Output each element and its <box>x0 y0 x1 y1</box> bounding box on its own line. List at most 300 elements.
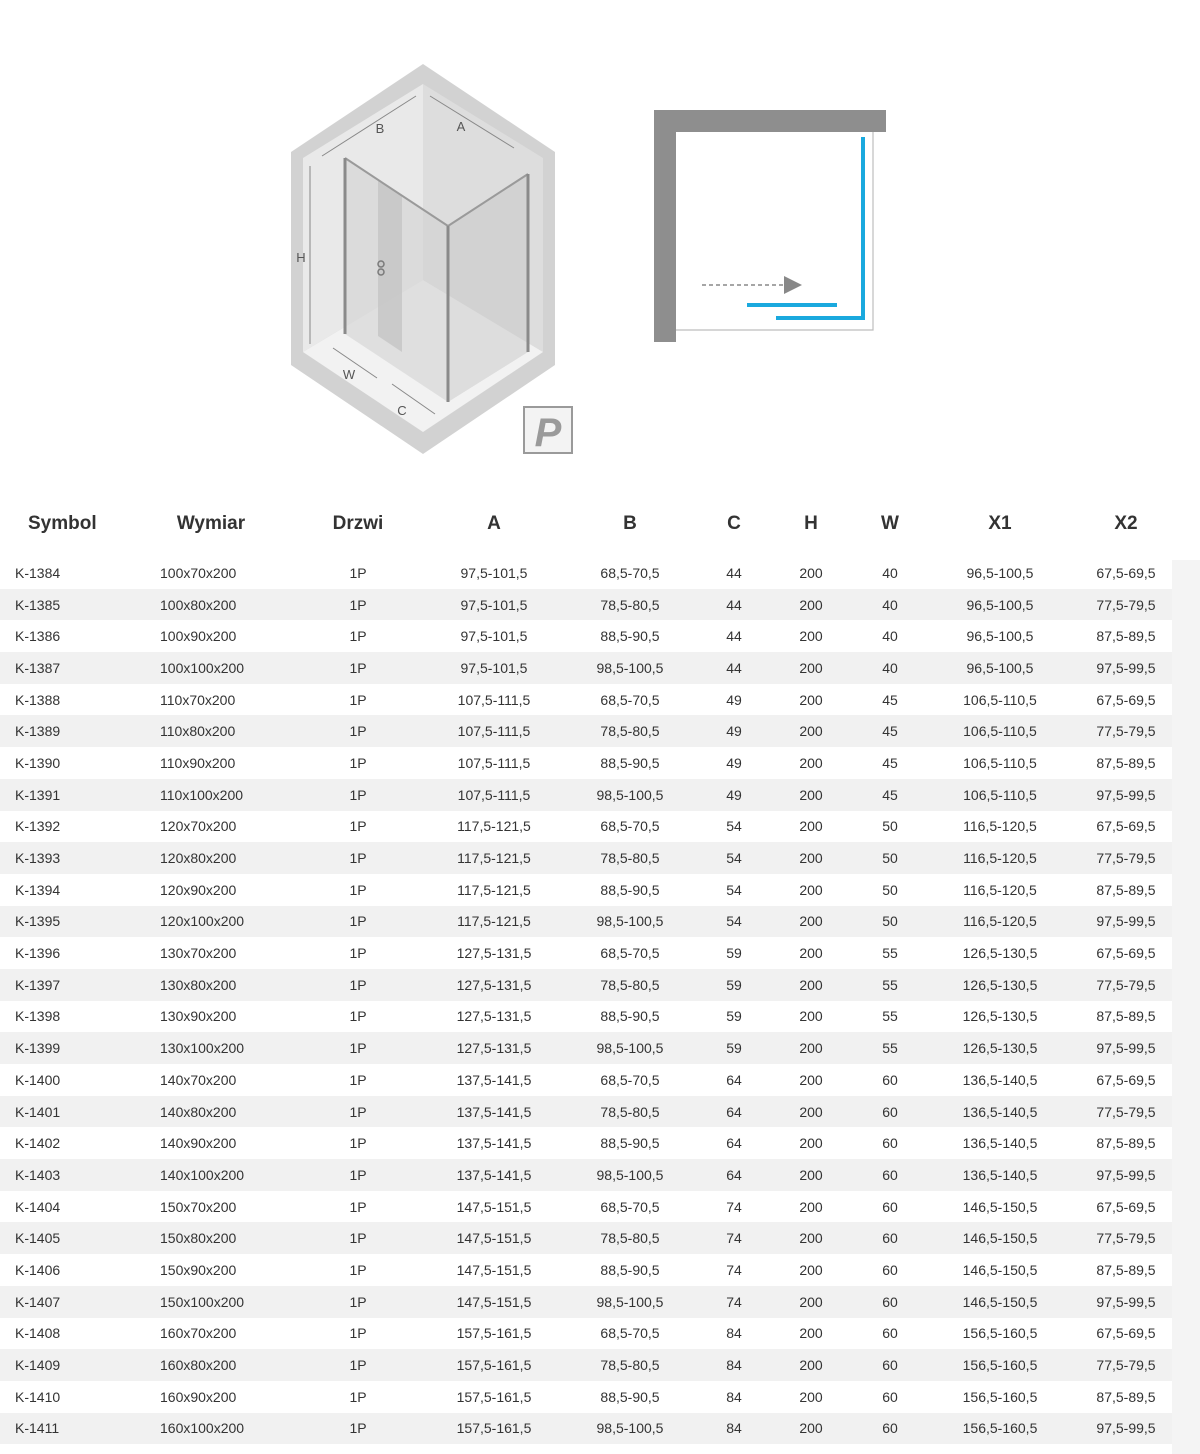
cell-x2: 77,5-79,5 <box>1080 969 1172 1001</box>
cell-h: 200 <box>762 1286 860 1318</box>
table-row <box>0 1191 1172 1223</box>
cell-c: 84 <box>706 1349 762 1381</box>
cell-symbol: K-1401 <box>0 1096 140 1128</box>
cell-a: 117,5-121,5 <box>434 842 554 874</box>
cell-b: 88,5-90,5 <box>554 620 706 652</box>
cell-h: 200 <box>762 1001 860 1033</box>
plan-view-drawing <box>654 110 886 342</box>
cell-b: 68,5-70,5 <box>554 557 706 589</box>
cell-drzwi: 1P <box>282 1001 434 1033</box>
table-row <box>0 1349 1172 1381</box>
cell-symbol: K-1384 <box>0 557 140 589</box>
cell-drzwi: 1P <box>282 1349 434 1381</box>
cell-drzwi: 1P <box>282 1254 434 1286</box>
cell-a: 107,5-111,5 <box>434 684 554 716</box>
cell-x1: 126,5-130,5 <box>920 969 1080 1001</box>
cell-x2: 67,5-69,5 <box>1080 937 1172 969</box>
cell-symbol: K-1410 <box>0 1381 140 1413</box>
cell-c: 84 <box>706 1318 762 1350</box>
cell-w: 40 <box>860 652 920 684</box>
cell-drzwi: 1P <box>282 1286 434 1318</box>
cell-x2: 97,5-99,5 <box>1080 1286 1172 1318</box>
cell-b: 78,5-80,5 <box>554 1349 706 1381</box>
cell-wymiar: 100x70x200 <box>140 557 282 589</box>
cell-x2: 77,5-79,5 <box>1080 842 1172 874</box>
cell-symbol: K-1390 <box>0 747 140 779</box>
cell-w: 40 <box>860 620 920 652</box>
cell-x1: 156,5-160,5 <box>920 1318 1080 1350</box>
cell-wymiar: 130x90x200 <box>140 1001 282 1033</box>
table-row <box>0 620 1172 652</box>
cell-h: 200 <box>762 937 860 969</box>
cell-wymiar: 140x70x200 <box>140 1064 282 1096</box>
cell-h: 200 <box>762 620 860 652</box>
cell-symbol: K-1399 <box>0 1032 140 1064</box>
table-row <box>0 557 1172 589</box>
cell-a: 157,5-161,5 <box>434 1318 554 1350</box>
plan-wall-left <box>654 110 676 342</box>
column-header-symbol: Symbol <box>28 513 97 534</box>
cell-c: 49 <box>706 684 762 716</box>
cell-x2: 67,5-69,5 <box>1080 557 1172 589</box>
cell-a: 147,5-151,5 <box>434 1222 554 1254</box>
cell-x2: 87,5-89,5 <box>1080 874 1172 906</box>
cell-x2: 77,5-79,5 <box>1080 1096 1172 1128</box>
cell-w: 55 <box>860 937 920 969</box>
cell-x2: 77,5-79,5 <box>1080 589 1172 621</box>
cell-w: 60 <box>860 1286 920 1318</box>
table-header-row <box>0 505 1172 543</box>
cell-w: 60 <box>860 1191 920 1223</box>
cell-x1: 106,5-110,5 <box>920 684 1080 716</box>
cell-b: 78,5-80,5 <box>554 715 706 747</box>
cell-b: 88,5-90,5 <box>554 747 706 779</box>
cell-a: 97,5-101,5 <box>434 557 554 589</box>
diagram-area <box>0 0 1200 480</box>
cell-x2: 97,5-99,5 <box>1080 1413 1172 1445</box>
cell-symbol: K-1397 <box>0 969 140 1001</box>
cell-x2: 97,5-99,5 <box>1080 1032 1172 1064</box>
cell-h: 200 <box>762 874 860 906</box>
cell-a: 127,5-131,5 <box>434 969 554 1001</box>
cell-symbol: K-1385 <box>0 589 140 621</box>
cell-w: 60 <box>860 1413 920 1445</box>
cell-c: 54 <box>706 906 762 938</box>
column-header-h: H <box>804 513 818 534</box>
table-row <box>0 906 1172 938</box>
cell-wymiar: 160x100x200 <box>140 1413 282 1445</box>
cell-w: 60 <box>860 1254 920 1286</box>
table-row <box>0 1096 1172 1128</box>
table-body <box>0 543 1172 1444</box>
table-row <box>0 1159 1172 1191</box>
cell-wymiar: 160x70x200 <box>140 1318 282 1350</box>
cell-drzwi: 1P <box>282 1318 434 1350</box>
cell-h: 200 <box>762 842 860 874</box>
cell-x2: 97,5-99,5 <box>1080 906 1172 938</box>
cell-b: 68,5-70,5 <box>554 937 706 969</box>
cell-x1: 156,5-160,5 <box>920 1349 1080 1381</box>
cell-b: 98,5-100,5 <box>554 1286 706 1318</box>
cell-b: 98,5-100,5 <box>554 1413 706 1445</box>
dimension-label-w: W <box>342 367 356 382</box>
cell-wymiar: 140x80x200 <box>140 1096 282 1128</box>
cell-x1: 146,5-150,5 <box>920 1222 1080 1254</box>
cell-symbol: K-1386 <box>0 620 140 652</box>
right-edge-strip <box>1172 560 1200 1454</box>
cell-symbol: K-1409 <box>0 1349 140 1381</box>
cell-c: 74 <box>706 1222 762 1254</box>
cell-x2: 67,5-69,5 <box>1080 1318 1172 1350</box>
cell-w: 60 <box>860 1127 920 1159</box>
column-header-w: W <box>881 513 899 534</box>
cell-drzwi: 1P <box>282 1222 434 1254</box>
cell-wymiar: 100x100x200 <box>140 652 282 684</box>
cell-c: 74 <box>706 1286 762 1318</box>
isometric-enclosure-drawing <box>291 64 555 454</box>
cell-h: 200 <box>762 1413 860 1445</box>
cell-c: 59 <box>706 937 762 969</box>
cell-symbol: K-1400 <box>0 1064 140 1096</box>
cell-b: 78,5-80,5 <box>554 1222 706 1254</box>
cell-x2: 87,5-89,5 <box>1080 1127 1172 1159</box>
cell-w: 60 <box>860 1318 920 1350</box>
cell-b: 78,5-80,5 <box>554 969 706 1001</box>
cell-x2: 97,5-99,5 <box>1080 779 1172 811</box>
cell-c: 59 <box>706 969 762 1001</box>
cell-symbol: K-1403 <box>0 1159 140 1191</box>
cell-x1: 126,5-130,5 <box>920 1001 1080 1033</box>
cell-x2: 87,5-89,5 <box>1080 1254 1172 1286</box>
cell-wymiar: 110x80x200 <box>140 715 282 747</box>
cell-x2: 87,5-89,5 <box>1080 620 1172 652</box>
cell-h: 200 <box>762 1096 860 1128</box>
plan-slide-arrow-icon <box>784 276 802 294</box>
cell-wymiar: 110x100x200 <box>140 779 282 811</box>
cell-w: 55 <box>860 1032 920 1064</box>
cell-w: 50 <box>860 842 920 874</box>
cell-drzwi: 1P <box>282 1127 434 1159</box>
cell-drzwi: 1P <box>282 874 434 906</box>
cell-drzwi: 1P <box>282 1096 434 1128</box>
cell-w: 60 <box>860 1096 920 1128</box>
cell-a: 147,5-151,5 <box>434 1191 554 1223</box>
cell-drzwi: 1P <box>282 620 434 652</box>
cell-a: 157,5-161,5 <box>434 1413 554 1445</box>
cell-c: 64 <box>706 1159 762 1191</box>
cell-a: 157,5-161,5 <box>434 1349 554 1381</box>
cell-b: 78,5-80,5 <box>554 842 706 874</box>
table-row <box>0 779 1172 811</box>
cell-b: 68,5-70,5 <box>554 811 706 843</box>
cell-a: 117,5-121,5 <box>434 811 554 843</box>
dimension-label-c: C <box>397 403 407 418</box>
cell-h: 200 <box>762 1191 860 1223</box>
cell-x2: 97,5-99,5 <box>1080 1159 1172 1191</box>
cell-x1: 126,5-130,5 <box>920 937 1080 969</box>
cell-b: 88,5-90,5 <box>554 1127 706 1159</box>
cell-symbol: K-1407 <box>0 1286 140 1318</box>
cell-x1: 116,5-120,5 <box>920 906 1080 938</box>
cell-drzwi: 1P <box>282 842 434 874</box>
cell-wymiar: 130x100x200 <box>140 1032 282 1064</box>
cell-drzwi: 1P <box>282 937 434 969</box>
cell-c: 59 <box>706 1032 762 1064</box>
cell-symbol: K-1387 <box>0 652 140 684</box>
cell-a: 117,5-121,5 <box>434 906 554 938</box>
cell-symbol: K-1395 <box>0 906 140 938</box>
cell-wymiar: 110x70x200 <box>140 684 282 716</box>
cell-x1: 116,5-120,5 <box>920 842 1080 874</box>
cell-c: 54 <box>706 842 762 874</box>
cell-symbol: K-1392 <box>0 811 140 843</box>
column-header-a: A <box>487 513 501 534</box>
cell-wymiar: 150x90x200 <box>140 1254 282 1286</box>
cell-a: 127,5-131,5 <box>434 937 554 969</box>
cell-x2: 67,5-69,5 <box>1080 684 1172 716</box>
cell-x1: 126,5-130,5 <box>920 1032 1080 1064</box>
cell-wymiar: 130x70x200 <box>140 937 282 969</box>
cell-drzwi: 1P <box>282 684 434 716</box>
table-row <box>0 937 1172 969</box>
cell-h: 200 <box>762 811 860 843</box>
column-header-b: B <box>623 513 637 534</box>
cell-b: 68,5-70,5 <box>554 684 706 716</box>
cell-x1: 136,5-140,5 <box>920 1096 1080 1128</box>
cell-drzwi: 1P <box>282 1381 434 1413</box>
cell-x2: 67,5-69,5 <box>1080 811 1172 843</box>
plan-tray-outline <box>676 132 873 330</box>
cell-a: 137,5-141,5 <box>434 1096 554 1128</box>
cell-w: 45 <box>860 779 920 811</box>
cell-h: 200 <box>762 1318 860 1350</box>
cell-x1: 116,5-120,5 <box>920 874 1080 906</box>
cell-w: 40 <box>860 557 920 589</box>
cell-a: 147,5-151,5 <box>434 1254 554 1286</box>
cell-x1: 106,5-110,5 <box>920 715 1080 747</box>
cell-c: 84 <box>706 1413 762 1445</box>
cell-a: 97,5-101,5 <box>434 589 554 621</box>
cell-c: 49 <box>706 715 762 747</box>
table-row <box>0 589 1172 621</box>
cell-c: 54 <box>706 874 762 906</box>
cell-wymiar: 120x70x200 <box>140 811 282 843</box>
cell-c: 54 <box>706 811 762 843</box>
cell-drzwi: 1P <box>282 557 434 589</box>
dimension-label-a: A <box>456 119 466 134</box>
cell-w: 55 <box>860 1001 920 1033</box>
cell-h: 200 <box>762 906 860 938</box>
cell-a: 117,5-121,5 <box>434 874 554 906</box>
cell-h: 200 <box>762 684 860 716</box>
cell-wymiar: 100x90x200 <box>140 620 282 652</box>
cell-drzwi: 1P <box>282 1064 434 1096</box>
cell-w: 45 <box>860 684 920 716</box>
cell-symbol: K-1398 <box>0 1001 140 1033</box>
cell-h: 200 <box>762 1254 860 1286</box>
cell-c: 49 <box>706 747 762 779</box>
cell-a: 107,5-111,5 <box>434 747 554 779</box>
table-row <box>0 1381 1172 1413</box>
cell-w: 45 <box>860 747 920 779</box>
cell-a: 107,5-111,5 <box>434 779 554 811</box>
table-row <box>0 969 1172 1001</box>
cell-h: 200 <box>762 1222 860 1254</box>
cell-a: 97,5-101,5 <box>434 652 554 684</box>
cell-drzwi: 1P <box>282 1191 434 1223</box>
table-row <box>0 1222 1172 1254</box>
cell-symbol: K-1396 <box>0 937 140 969</box>
cell-x2: 67,5-69,5 <box>1080 1064 1172 1096</box>
cell-x1: 146,5-150,5 <box>920 1191 1080 1223</box>
cell-w: 60 <box>860 1064 920 1096</box>
cell-a: 137,5-141,5 <box>434 1159 554 1191</box>
cell-b: 88,5-90,5 <box>554 1254 706 1286</box>
column-header-c: C <box>727 513 741 534</box>
cell-w: 50 <box>860 906 920 938</box>
cell-x1: 106,5-110,5 <box>920 779 1080 811</box>
table-row <box>0 811 1172 843</box>
table-row <box>0 1413 1172 1445</box>
table-row <box>0 1286 1172 1318</box>
dimension-label-b: B <box>375 121 385 136</box>
cell-symbol: K-1404 <box>0 1191 140 1223</box>
cell-h: 200 <box>762 1381 860 1413</box>
cell-w: 40 <box>860 589 920 621</box>
table-row <box>0 874 1172 906</box>
cell-wymiar: 150x100x200 <box>140 1286 282 1318</box>
cell-wymiar: 140x100x200 <box>140 1159 282 1191</box>
cell-drzwi: 1P <box>282 1032 434 1064</box>
cell-b: 98,5-100,5 <box>554 652 706 684</box>
cell-c: 74 <box>706 1254 762 1286</box>
cell-symbol: K-1391 <box>0 779 140 811</box>
cell-x1: 156,5-160,5 <box>920 1381 1080 1413</box>
cell-b: 68,5-70,5 <box>554 1318 706 1350</box>
cell-a: 137,5-141,5 <box>434 1127 554 1159</box>
cell-h: 200 <box>762 652 860 684</box>
cell-c: 64 <box>706 1127 762 1159</box>
cell-drzwi: 1P <box>282 747 434 779</box>
cell-wymiar: 130x80x200 <box>140 969 282 1001</box>
cell-w: 60 <box>860 1222 920 1254</box>
cell-x1: 146,5-150,5 <box>920 1254 1080 1286</box>
cell-b: 78,5-80,5 <box>554 1096 706 1128</box>
table-row <box>0 1001 1172 1033</box>
table-row <box>0 1032 1172 1064</box>
cell-w: 45 <box>860 715 920 747</box>
cell-b: 98,5-100,5 <box>554 1159 706 1191</box>
cell-b: 78,5-80,5 <box>554 589 706 621</box>
cell-c: 44 <box>706 652 762 684</box>
sliding-door-panel <box>378 180 402 352</box>
cell-c: 44 <box>706 589 762 621</box>
cell-drzwi: 1P <box>282 969 434 1001</box>
cell-x1: 136,5-140,5 <box>920 1127 1080 1159</box>
table-row <box>0 842 1172 874</box>
cell-w: 50 <box>860 874 920 906</box>
cell-symbol: K-1389 <box>0 715 140 747</box>
cell-x2: 97,5-99,5 <box>1080 652 1172 684</box>
table-row <box>0 1254 1172 1286</box>
cell-x1: 106,5-110,5 <box>920 747 1080 779</box>
plan-wall-top <box>654 110 886 132</box>
column-header-wymiar: Wymiar <box>176 513 246 534</box>
cell-x1: 156,5-160,5 <box>920 1413 1080 1445</box>
column-header-drzwi: Drzwi <box>332 513 384 534</box>
cell-c: 44 <box>706 620 762 652</box>
cell-h: 200 <box>762 747 860 779</box>
cell-drzwi: 1P <box>282 1413 434 1445</box>
cell-b: 68,5-70,5 <box>554 1064 706 1096</box>
cell-drzwi: 1P <box>282 589 434 621</box>
cell-h: 200 <box>762 969 860 1001</box>
dimension-label-h: H <box>296 250 306 265</box>
cell-a: 107,5-111,5 <box>434 715 554 747</box>
table-row <box>0 1064 1172 1096</box>
cell-x2: 77,5-79,5 <box>1080 1222 1172 1254</box>
cell-c: 74 <box>706 1191 762 1223</box>
cell-x1: 96,5-100,5 <box>920 620 1080 652</box>
cell-a: 127,5-131,5 <box>434 1001 554 1033</box>
cell-b: 98,5-100,5 <box>554 779 706 811</box>
cell-h: 200 <box>762 779 860 811</box>
cell-w: 50 <box>860 811 920 843</box>
cell-wymiar: 120x80x200 <box>140 842 282 874</box>
table-row <box>0 684 1172 716</box>
cell-w: 55 <box>860 969 920 1001</box>
cell-wymiar: 160x90x200 <box>140 1381 282 1413</box>
cell-w: 60 <box>860 1381 920 1413</box>
cell-symbol: K-1406 <box>0 1254 140 1286</box>
cell-x1: 96,5-100,5 <box>920 589 1080 621</box>
table-row <box>0 652 1172 684</box>
cell-drzwi: 1P <box>282 1159 434 1191</box>
cell-symbol: K-1393 <box>0 842 140 874</box>
cell-wymiar: 120x100x200 <box>140 906 282 938</box>
cell-wymiar: 100x80x200 <box>140 589 282 621</box>
cell-h: 200 <box>762 715 860 747</box>
cell-c: 84 <box>706 1381 762 1413</box>
cell-x1: 136,5-140,5 <box>920 1159 1080 1191</box>
cell-w: 60 <box>860 1349 920 1381</box>
cell-a: 147,5-151,5 <box>434 1286 554 1318</box>
cell-x1: 116,5-120,5 <box>920 811 1080 843</box>
cell-h: 200 <box>762 1127 860 1159</box>
cell-b: 98,5-100,5 <box>554 1032 706 1064</box>
column-header-x2: X2 <box>1114 513 1138 534</box>
cell-symbol: K-1405 <box>0 1222 140 1254</box>
cell-h: 200 <box>762 1032 860 1064</box>
cell-h: 200 <box>762 557 860 589</box>
cell-symbol: K-1408 <box>0 1318 140 1350</box>
cell-x2: 67,5-69,5 <box>1080 1191 1172 1223</box>
table-row <box>0 1318 1172 1350</box>
cell-wymiar: 160x80x200 <box>140 1349 282 1381</box>
cell-x1: 136,5-140,5 <box>920 1064 1080 1096</box>
cell-wymiar: 120x90x200 <box>140 874 282 906</box>
cell-b: 88,5-90,5 <box>554 1381 706 1413</box>
cell-b: 68,5-70,5 <box>554 1191 706 1223</box>
cell-h: 200 <box>762 589 860 621</box>
specification-table <box>0 505 1172 1444</box>
cell-wymiar: 150x80x200 <box>140 1222 282 1254</box>
cell-a: 137,5-141,5 <box>434 1064 554 1096</box>
cell-symbol: K-1394 <box>0 874 140 906</box>
cell-c: 64 <box>706 1064 762 1096</box>
cell-symbol: K-1402 <box>0 1127 140 1159</box>
cell-wymiar: 140x90x200 <box>140 1127 282 1159</box>
